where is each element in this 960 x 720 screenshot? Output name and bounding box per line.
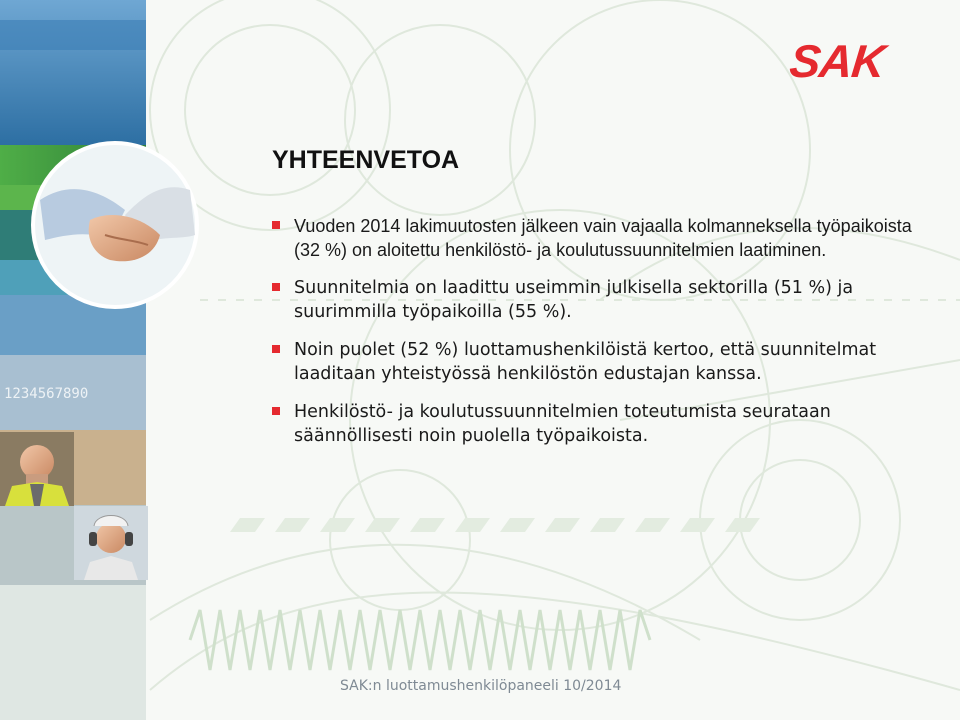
bullet-text: Suunnitelmia on laadittu useimmin julkisella sektorilla (51 %) ja suurimmilla työpaikoilla (55 %). bbox=[294, 278, 854, 322]
sak-logo: SAK bbox=[787, 35, 887, 87]
bullet-square-icon bbox=[272, 283, 280, 291]
bullet-item bbox=[272, 400, 922, 448]
bullet-text: Vuoden 2014 lakimuutosten jälkeen vain vajaalla kolmanneksella työpaikoista (32 %) on aloitettu henkilöstö- ja koulutussuunnitelmien laatiminen. bbox=[294, 216, 912, 260]
strip-graphics bbox=[0, 0, 146, 720]
bullet-item bbox=[272, 338, 922, 386]
footer-text: SAK:n luottamushenkilöpaneeli 10/2014 bbox=[340, 678, 622, 694]
strip-numbers: 1234567890 bbox=[4, 386, 89, 402]
handshake-image bbox=[30, 140, 200, 310]
bullet-text: Noin puolet (52 %) luottamushenkilöistä kertoo, että suunnitelmat laaditaan yhteistyössä henkilöstön edustajan kanssa. bbox=[294, 340, 877, 384]
bullet-square-icon bbox=[272, 345, 280, 353]
bullet-list bbox=[272, 214, 922, 462]
bullet-square-icon bbox=[272, 221, 280, 229]
worker-photo-woman bbox=[74, 506, 148, 580]
bullet-item bbox=[272, 214, 922, 262]
bullet-item bbox=[272, 276, 922, 324]
bullet-square-icon bbox=[272, 407, 280, 415]
left-decor-strip bbox=[0, 0, 146, 720]
worker-photo-man bbox=[0, 432, 74, 506]
bullet-text: Henkilöstö- ja koulutussuunnitelmien toteutumista seurataan säännöllisesti noin puolella työpaikoista. bbox=[294, 402, 831, 446]
slide-title: YHTEENVETOA bbox=[272, 146, 460, 174]
